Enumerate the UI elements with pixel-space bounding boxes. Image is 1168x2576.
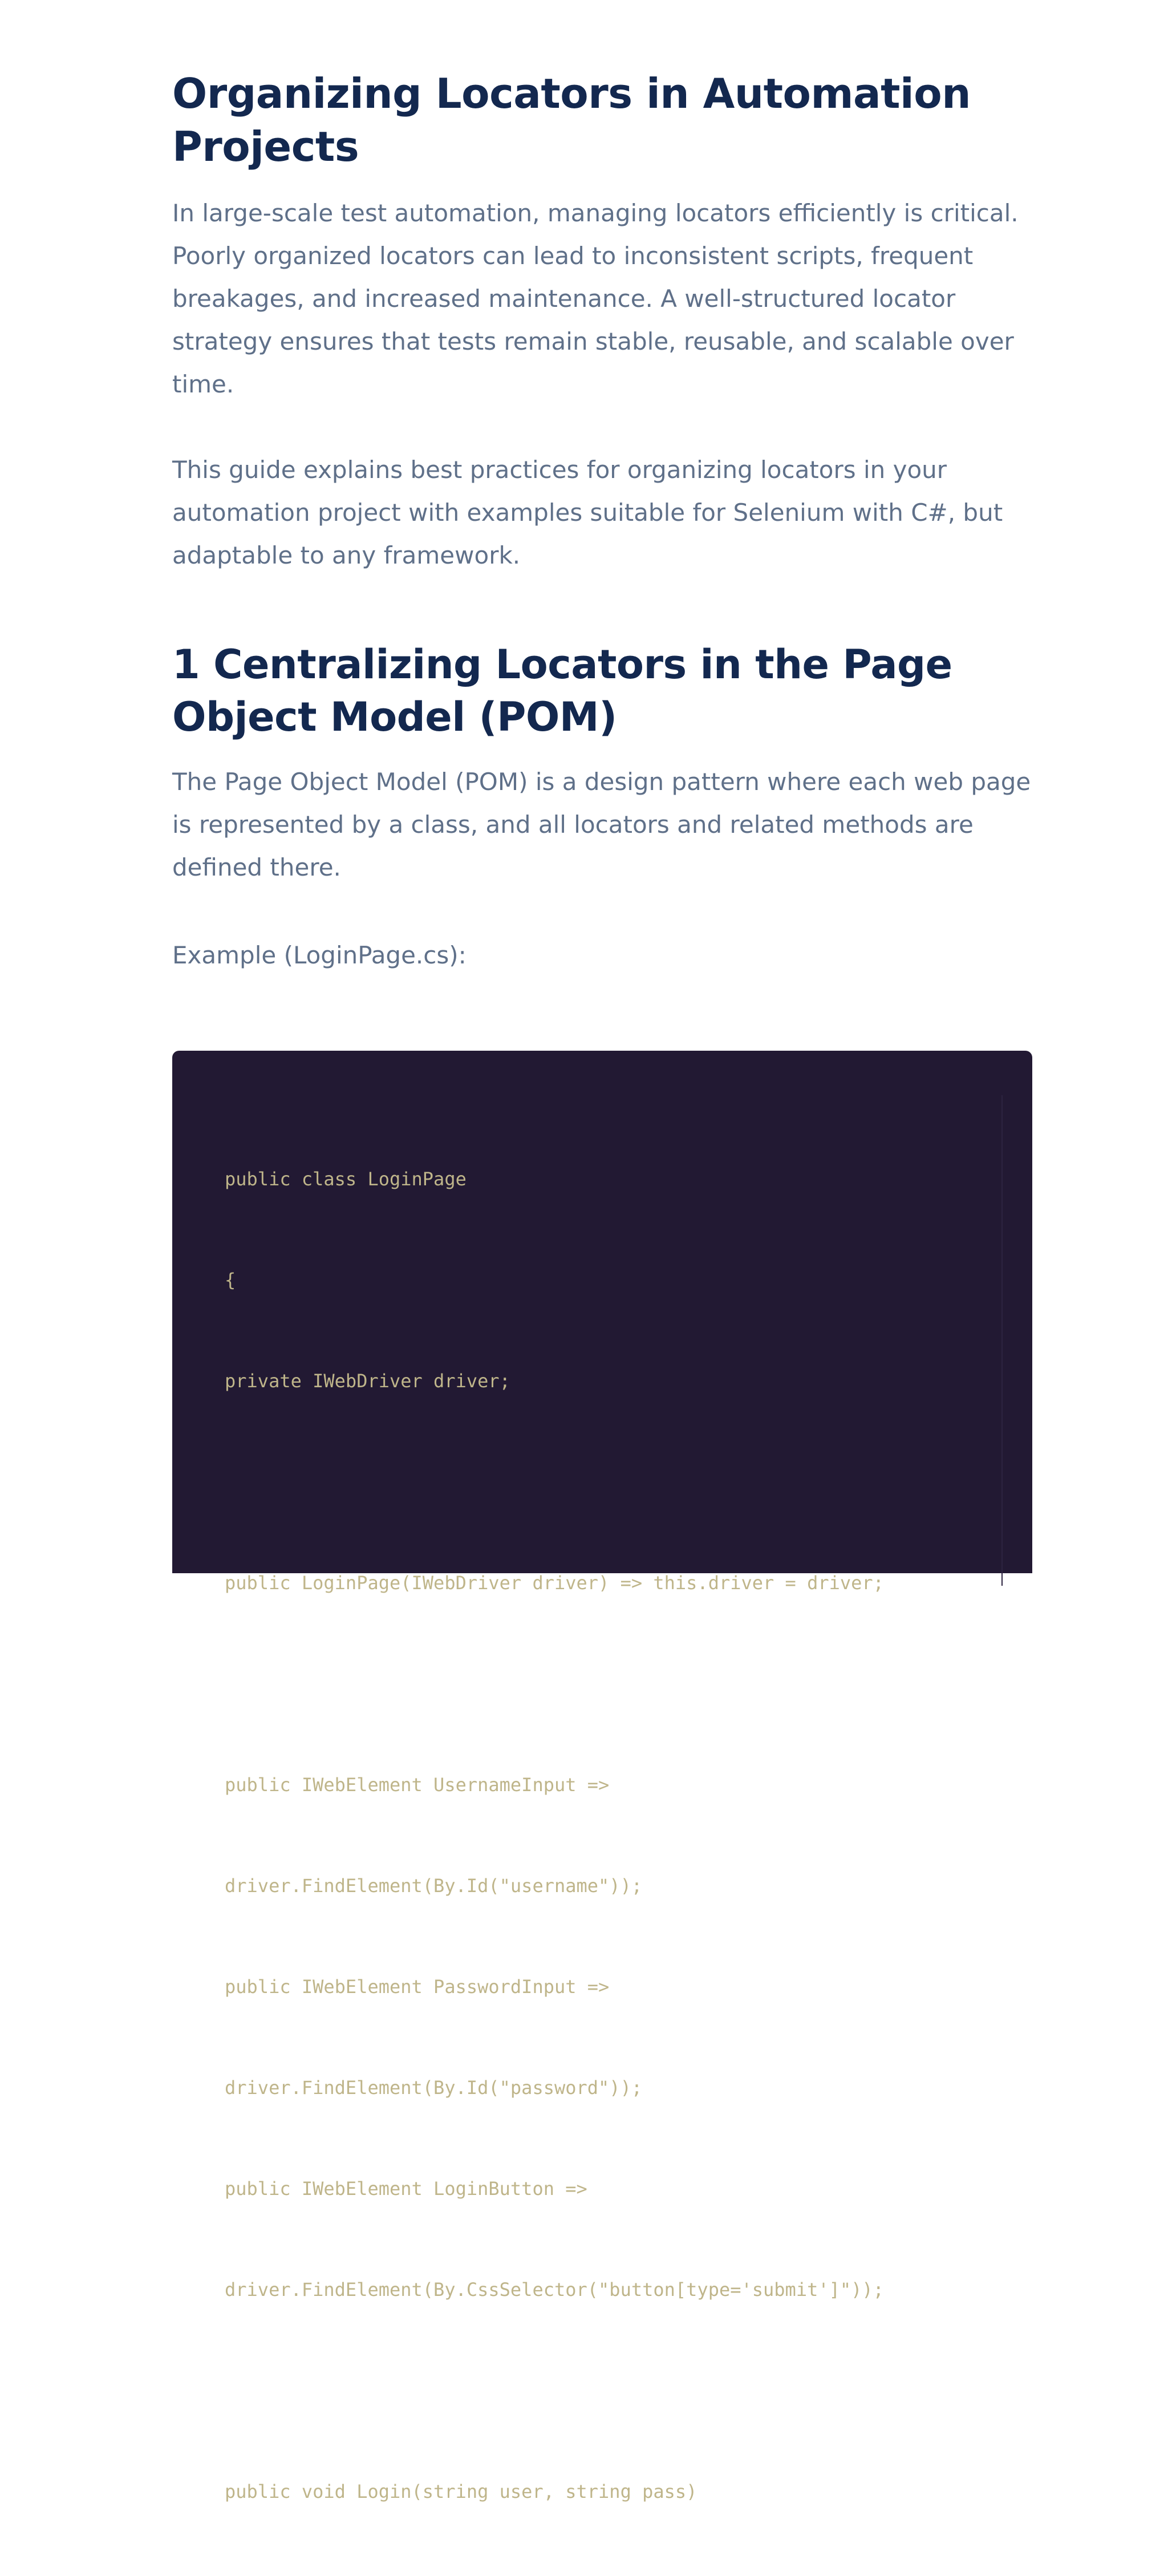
code-line-5: public LoginPage(IWebDriver driver) => this.driver = driver; (225, 1572, 884, 1594)
code-line-12: driver.FindElement(By.CssSelector("button[type='submit']")); (225, 2279, 884, 2300)
code-content (225, 1095, 1003, 2502)
code-block[interactable] (172, 1051, 1032, 2502)
code-line-6 (225, 1667, 1001, 1701)
code-line-8: driver.FindElement(By.Id("username")); (225, 1875, 643, 1897)
section-1-paragraph: The Page Object Model (POM) is a design pattern where each web page is represented by a class, and all locators and related methods are defined there. (172, 768, 1031, 881)
code-line-13 (225, 2374, 1001, 2408)
intro-paragraph-2: This guide explains best practices for organizing locators in your automation project with examples suitable for Selenium with C#, but adaptable to any framework. (172, 456, 1003, 569)
code-line-2: { (225, 1269, 236, 1291)
code-line-7: public IWebElement UsernameInput => (225, 1774, 610, 1796)
code-line-10: driver.FindElement(By.Id("password")); (225, 2077, 643, 2099)
code-line-4 (225, 1465, 1001, 1499)
code-line-11: public IWebElement LoginButton => (225, 2178, 587, 2200)
article (172, 67, 1033, 977)
code-line-3: private IWebDriver driver; (225, 1370, 510, 1392)
code-line-1: public class LoginPage (225, 1168, 467, 1190)
article-title: Organizing Locators in Automation Projects (172, 70, 971, 171)
intro-paragraph-1: In large-scale test automation, managing locators efficiently is critical. Poorly organized locators can lead to inconsistent scripts, frequent breakages, and increased maintenance. A well-structured locator strategy ensures that tests remain stable, reusable, and scalable over time. (172, 199, 1019, 398)
section-1-heading: 1 Centralizing Locators in the Page Object Model (POM) (172, 641, 952, 740)
example-label: Example (LoginPage.cs): (172, 941, 467, 969)
code-line-9: public IWebElement PasswordInput => (225, 1976, 610, 1998)
code-line-14: public void Login(string user, string pass) (225, 2481, 697, 2502)
